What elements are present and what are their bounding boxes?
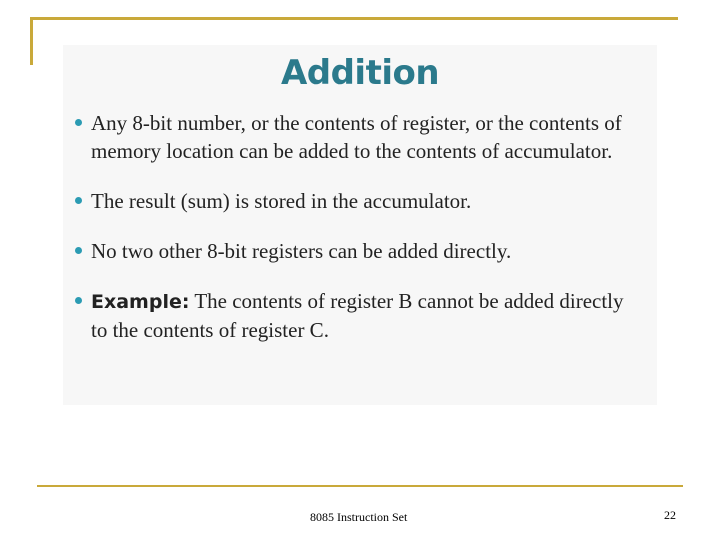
example-text: The contents of register B cannot be added directly to the contents of register C. — [91, 289, 624, 342]
slide-content-image — [63, 45, 657, 405]
bullet-text: Any 8-bit number, or the contents of register, or the contents of memory location can be added to the contents of accumulator. — [91, 111, 622, 163]
bullet-item — [75, 187, 645, 215]
bullet-item — [75, 109, 645, 165]
frame-bottom-line — [37, 485, 683, 487]
bullet-dot-icon — [75, 247, 82, 254]
bullet-dot-icon — [75, 297, 82, 304]
footer-title: 8085 Instruction Set — [310, 510, 408, 524]
bullet-dot-icon — [75, 197, 82, 204]
bullet-text: The result (sum) is stored in the accumulator. — [91, 189, 472, 213]
bullet-dot-icon — [75, 119, 82, 126]
bullet-item-example — [75, 287, 645, 344]
bullet-item — [75, 237, 645, 265]
bullet-text: No two other 8-bit registers can be added directly. — [91, 239, 512, 263]
example-label: Example: — [91, 291, 190, 313]
slide-title: Addition — [280, 53, 440, 93]
frame-left-line — [30, 17, 33, 65]
bullet-list — [75, 109, 645, 344]
page-number: 22 — [664, 508, 676, 522]
frame-top-line — [30, 17, 678, 20]
